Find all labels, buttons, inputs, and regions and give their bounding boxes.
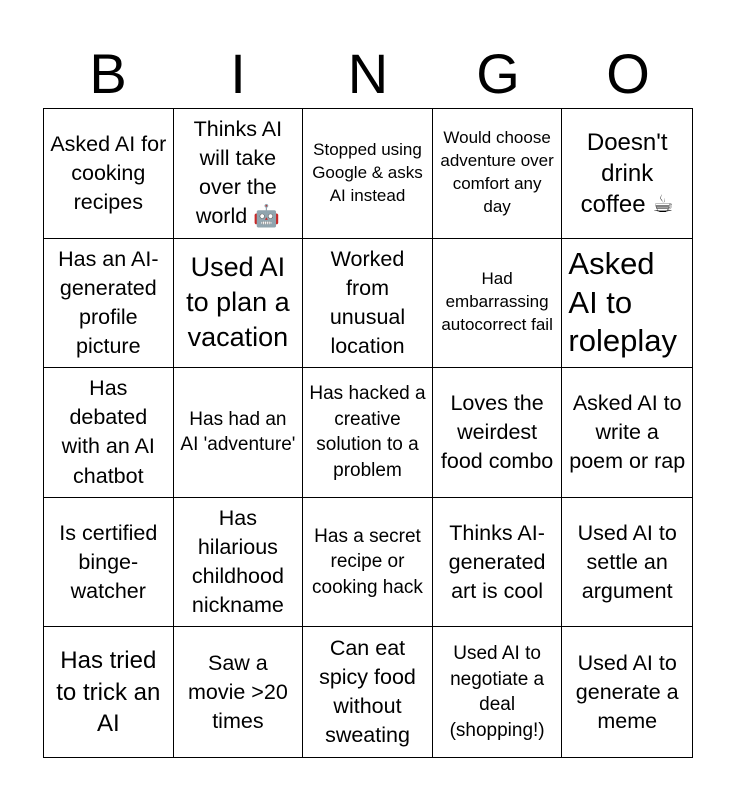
cell-text: Has hilarious childhood nickname [191, 506, 284, 618]
bingo-cell-r4c2[interactable] [174, 498, 304, 628]
bingo-cell-r2c5[interactable] [562, 239, 692, 369]
bingo-cell-r1c5[interactable] [562, 109, 692, 239]
bingo-cell-r1c3[interactable] [303, 109, 433, 239]
header-letter-n: N [347, 42, 389, 105]
bingo-cell-r4c1[interactable] [44, 498, 174, 628]
bingo-cell-r2c3[interactable] [303, 239, 433, 369]
bingo-cell-r5c4[interactable] [433, 627, 563, 757]
cell-text: Stopped using Google & asks AI instead [312, 139, 423, 205]
cell-text: Is certified binge-watcher [59, 520, 158, 603]
cell-text: Used AI to generate a meme [575, 650, 679, 733]
bingo-cell-r1c4[interactable] [433, 109, 563, 239]
bingo-cell-r4c4[interactable] [433, 498, 563, 628]
bingo-cell-r5c3[interactable] [303, 627, 433, 757]
header-letter-b: B [89, 42, 127, 105]
cell-text: Has debated with an AI chatbot [61, 376, 155, 488]
cell-text: Asked AI to roleplay [568, 245, 677, 359]
bingo-board [43, 108, 693, 758]
cell-text: Asked AI to write a poem or rap [569, 390, 686, 473]
cell-text: Used AI to negotiate a deal (shopping!) [449, 642, 545, 741]
cell-text: Asked AI for cooking recipes [50, 131, 167, 214]
bingo-cell-r4c3[interactable] [303, 498, 433, 628]
bingo-cell-r3c5[interactable] [562, 368, 692, 498]
cell-text: Used AI to plan a vacation [186, 252, 290, 353]
bingo-cell-r1c1[interactable] [44, 109, 174, 239]
bingo-cell-r2c2[interactable] [174, 239, 304, 369]
bingo-cell-r2c4[interactable] [433, 239, 563, 369]
bingo-cell-r5c2[interactable] [174, 627, 304, 757]
cell-text: Has had an AI 'adventure' [180, 408, 296, 456]
cell-text: Thinks AI-generated art is cool [448, 520, 546, 603]
bingo-cell-r5c1[interactable] [44, 627, 174, 757]
cell-text: Can eat spicy food without sweating [319, 636, 416, 748]
cell-text: Used AI to settle an argument [577, 520, 677, 603]
bingo-cell-r3c2[interactable] [174, 368, 304, 498]
bingo-cell-r2c1[interactable] [44, 239, 174, 369]
header-letter-g: G [476, 42, 520, 105]
cell-text: Doesn't drink coffee ☕ [580, 128, 674, 218]
cell-text: Would choose adventure over comfort any day [440, 128, 554, 217]
bingo-cell-r3c3[interactable] [303, 368, 433, 498]
bingo-header [43, 40, 693, 108]
bingo-cell-r3c4[interactable] [433, 368, 563, 498]
cell-text: Has tried to trick an AI [56, 647, 161, 737]
cell-text: Saw a movie >20 times [187, 650, 288, 733]
header-letter-i: I [230, 42, 246, 105]
cell-text: Worked from unusual location [329, 246, 406, 358]
cell-text: Loves the weirdest food combo [440, 390, 554, 473]
cell-text: Thinks AI will take over the world 🤖 [193, 117, 283, 229]
bingo-cell-r4c5[interactable] [562, 498, 692, 628]
cell-text: Has a secret recipe or cooking hack [312, 525, 423, 598]
cell-text: Had embarrassing autocorrect fail [441, 269, 553, 335]
bingo-cell-r5c5[interactable] [562, 627, 692, 757]
header-letter-o: O [606, 42, 650, 105]
cell-text: Has hacked a creative solution to a problem [309, 383, 426, 482]
bingo-cell-r1c2[interactable] [174, 109, 304, 239]
cell-text: Has an AI-generated profile picture [58, 246, 159, 358]
bingo-cell-r3c1[interactable] [44, 368, 174, 498]
